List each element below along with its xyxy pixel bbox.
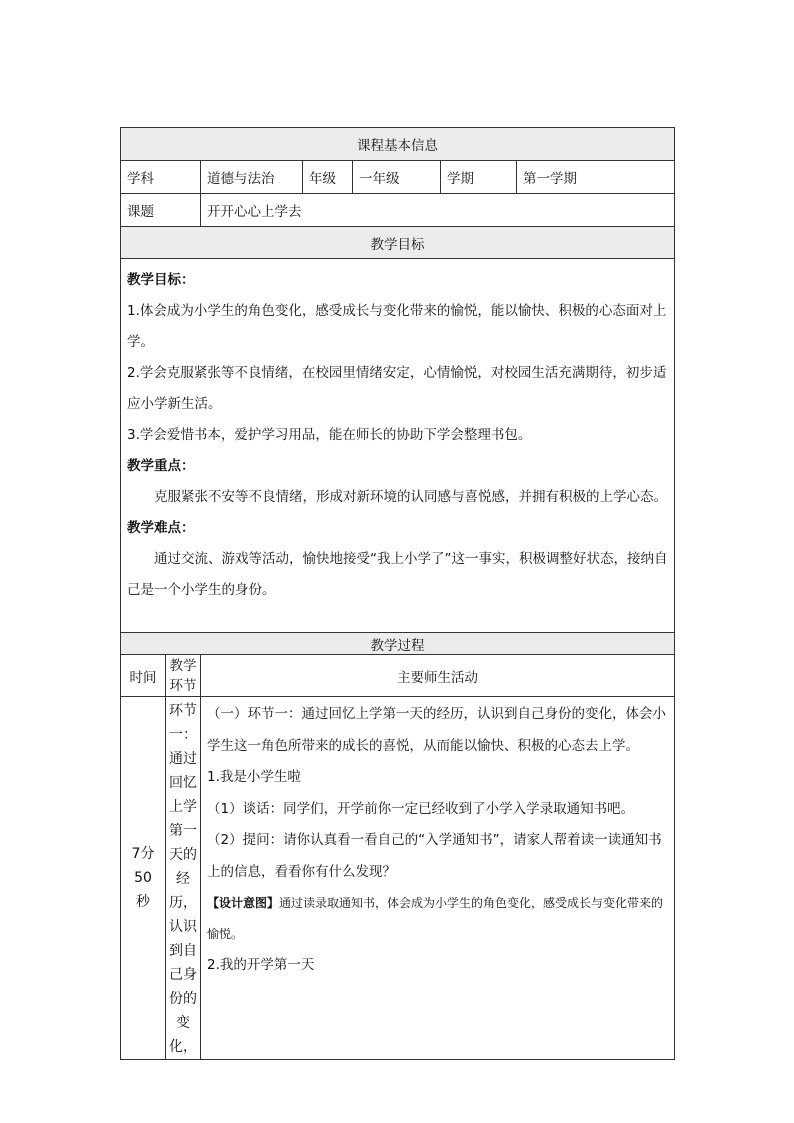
topic-value: 开开心心上学去 xyxy=(201,194,675,227)
term-label: 学期 xyxy=(441,161,517,194)
difficulty-text: 通过交流、游戏等活动，愉快地接受“我上小学了”这一事实，积极调整好状态，接纳自己是一个小学生的身份。 xyxy=(127,551,668,598)
activity-cell xyxy=(201,697,675,1060)
difficulty-heading: 教学难点： xyxy=(127,520,195,536)
subject-label: 学科 xyxy=(121,161,201,194)
goal-item-3: 3.学会爱惜书本，爱护学习用品，能在师长的协助下学会整理书包。 xyxy=(127,427,532,443)
lesson-plan-table xyxy=(120,127,675,1060)
stage-cell xyxy=(166,697,201,1060)
goal-item-1: 1.体会成为小学生的角色变化，感受成长与变化带来的愉悦，能以愉快、积极的心态面对上学。 xyxy=(127,303,667,350)
section-basic-info-header: 课程基本信息 xyxy=(121,128,675,161)
activity-intro: （一）环节一：通过回忆上学第一天的经历，认识到自己身份的变化，体会小学生这一角色所带来的成长的喜悦，从而能以愉快、积极的心态去上学。 xyxy=(207,706,666,754)
topic-label: 课题 xyxy=(121,194,201,227)
goals-content xyxy=(121,259,675,633)
design-intent xyxy=(207,888,668,950)
grade-value: 一年级 xyxy=(353,161,441,194)
time-value-cell xyxy=(121,697,166,1060)
goals-heading: 教学目标： xyxy=(127,272,195,288)
stage-text: 环节一：通过回忆上学第一天的经历，认识到自己身份的变化， xyxy=(169,703,197,1055)
grade-label: 年级 xyxy=(303,161,353,194)
column-activity-header: 主要师生活动 xyxy=(201,655,675,697)
activity-ask: （2）提问：请你认真看一看自己的“入学通知书”，请家人帮着读一读通知书上的信息，看看你有什么发现？ xyxy=(207,832,662,880)
section-process-header: 教学过程 xyxy=(121,633,675,655)
goal-item-2: 2.学会克服紧张等不良情绪，在校园里情绪安定，心情愉悦，对校园生活充满期待，初步适应小学新生活。 xyxy=(127,365,667,412)
column-time-header: 时间 xyxy=(121,655,166,697)
time-value: 7分50秒 xyxy=(131,846,155,910)
design-intent-label: 【设计意图】 xyxy=(207,896,280,910)
activity-item-2: 2.我的开学第一天 xyxy=(207,957,315,973)
column-stage-header xyxy=(166,655,201,697)
key-point-heading: 教学重点： xyxy=(127,458,195,474)
activity-talk: （1）谈话：同学们，开学前你一定已经收到了小学入学录取通知书吧。 xyxy=(207,800,635,817)
design-intent-text: 通过读录取通知书，体会成为小学生的角色变化，感受成长与变化带来的愉悦。 xyxy=(207,896,664,941)
subject-value: 道德与法治 xyxy=(201,161,303,194)
key-point-text: 克服紧张不安等不良情绪，形成对新环境的认同感与喜悦感，并拥有积极的上学心态。 xyxy=(154,489,667,505)
activity-item-1: 1.我是小学生啦 xyxy=(207,769,301,785)
section-goals-header: 教学目标 xyxy=(121,227,675,259)
term-value: 第一学期 xyxy=(517,161,675,194)
column-stage-header-text: 教学环节 xyxy=(169,657,197,694)
